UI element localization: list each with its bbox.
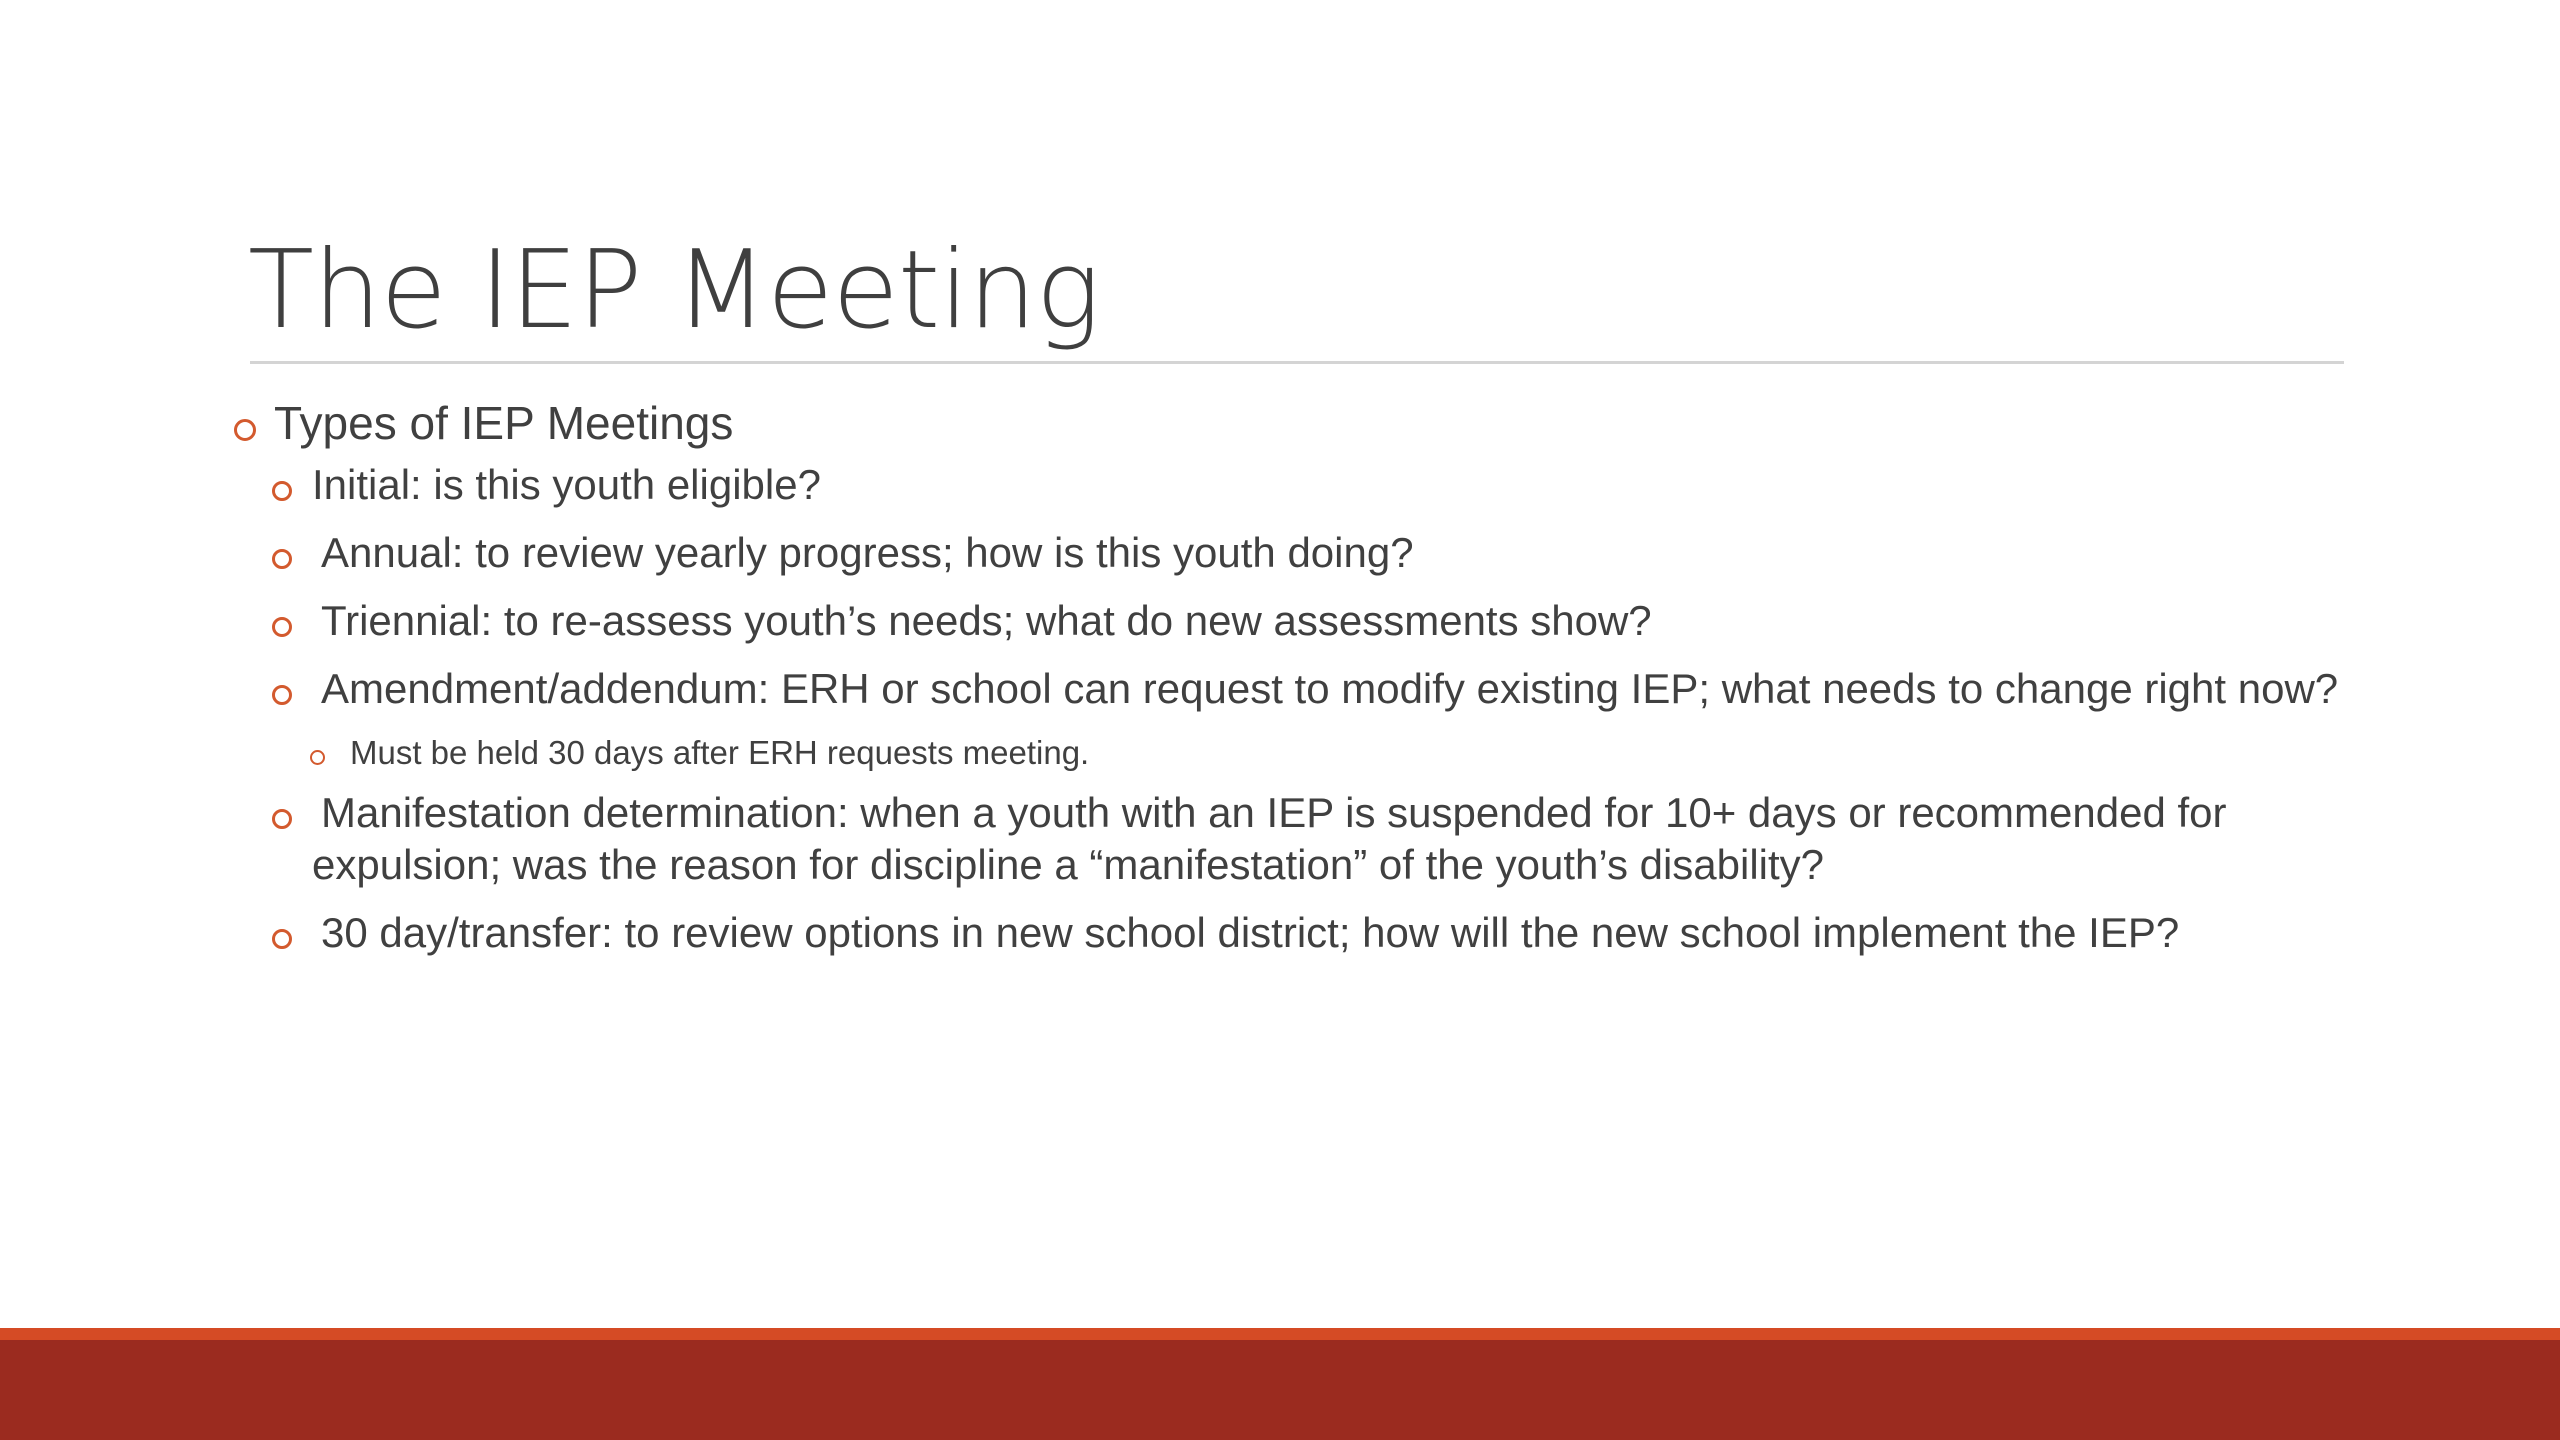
bullet-text: Types of IEP Meetings bbox=[274, 397, 734, 449]
slide-body bbox=[228, 395, 2358, 975]
list-item-30-day-transfer bbox=[272, 907, 2358, 959]
list-item-triennial bbox=[272, 595, 2358, 647]
list-item-amendment bbox=[272, 663, 2358, 715]
list-item-manifestation bbox=[272, 787, 2358, 891]
list-item-text: Triennial: to re-assess youth’s needs; what do new assessments show? bbox=[321, 597, 1652, 644]
bullet-types-of-iep-meetings bbox=[228, 395, 2358, 451]
list-item-text: Amendment/addendum: ERH or school can request to modify existing IEP; what needs to change right now? bbox=[321, 665, 2339, 712]
hollow-circle-bullet-icon bbox=[272, 929, 292, 949]
sub-list-item-30-days bbox=[310, 731, 2358, 775]
list-item-text: Annual: to review yearly progress; how is this youth doing? bbox=[321, 529, 1414, 576]
footer-band bbox=[0, 1340, 2560, 1440]
list-item-text: Manifestation determination: when a youth with an IEP is suspended for 10+ days or recommended for expulsion; was the reason for discipline a “manifestation” of the youth’s disability? bbox=[312, 789, 2227, 888]
list-item-text: 30 day/transfer: to review options in new school district; how will the new school implement the IEP? bbox=[321, 909, 2180, 956]
hollow-circle-bullet-icon bbox=[272, 481, 292, 501]
hollow-circle-bullet-icon bbox=[234, 419, 256, 441]
title-divider bbox=[250, 361, 2344, 364]
footer-accent-band bbox=[0, 1328, 2560, 1340]
list-item-text: Initial: is this youth eligible? bbox=[312, 461, 821, 508]
list-item-initial bbox=[272, 459, 2358, 511]
hollow-circle-bullet-icon bbox=[310, 750, 325, 765]
hollow-circle-bullet-icon bbox=[272, 617, 292, 637]
sub-list-item-text: Must be held 30 days after ERH requests meeting. bbox=[350, 734, 1090, 771]
hollow-circle-bullet-icon bbox=[272, 685, 292, 705]
hollow-circle-bullet-icon bbox=[272, 809, 292, 829]
slide-title: The IEP Meeting bbox=[248, 228, 1100, 353]
hollow-circle-bullet-icon bbox=[272, 549, 292, 569]
list-item-annual bbox=[272, 527, 2358, 579]
